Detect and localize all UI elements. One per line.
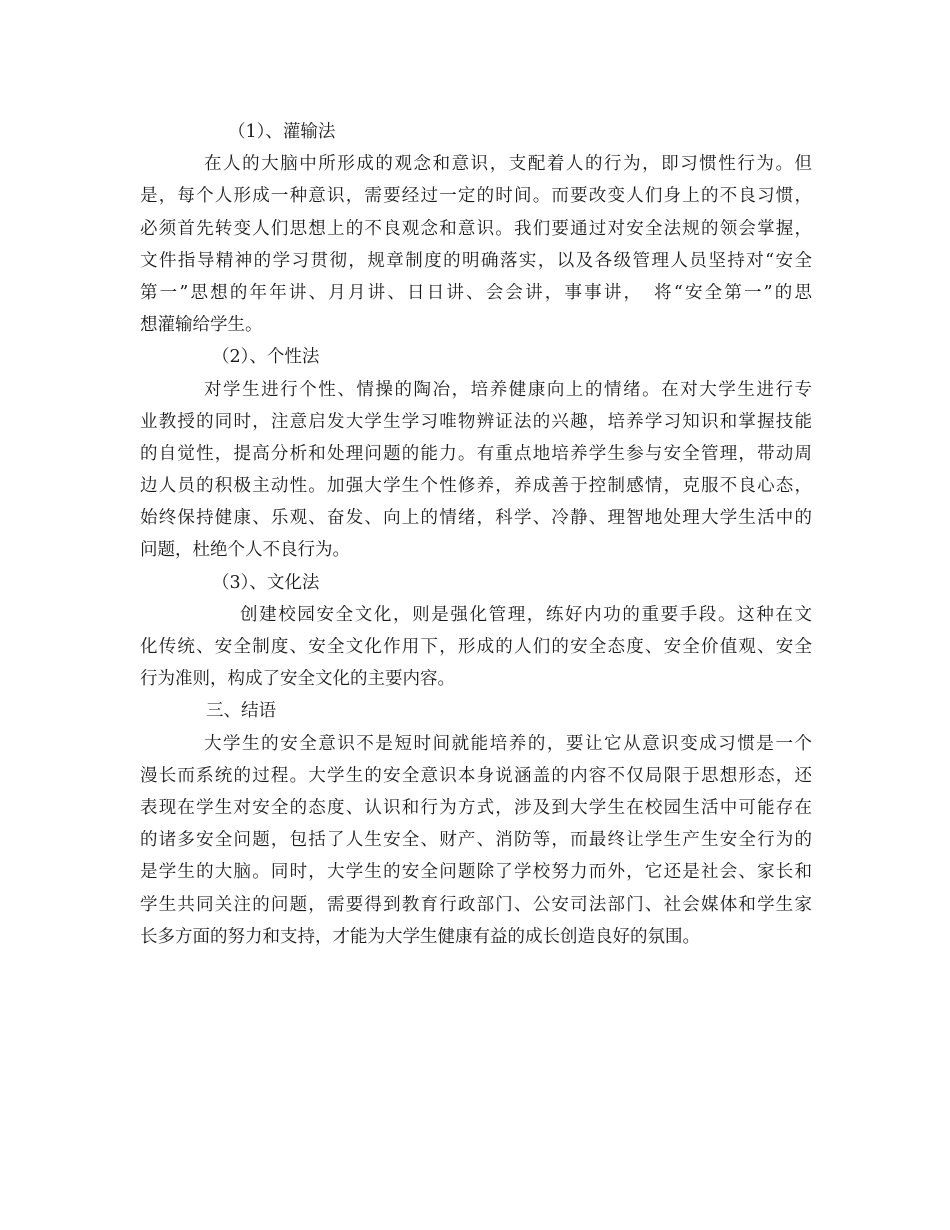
- paragraph-line: 必须首先转变人们思想上的不良观念和意识。我们要通过对安全法规的领会掌握，: [140, 218, 812, 239]
- paragraph-personality: [140, 374, 812, 567]
- section-heading-culture: （3）、文化法: [212, 572, 320, 593]
- section-heading-infusion: （1）、灌输法: [228, 122, 336, 142]
- paragraph-line: 的自觉性，提高分析和处理问题的能力。有重点地培养学生参与安全管理，带动周: [140, 443, 812, 464]
- paragraph-line: 学生共同关注的问题，需要得到教育行政部门、公安司法部门、社会媒体和学生家: [140, 894, 812, 915]
- paragraph-infusion: [140, 148, 812, 341]
- paragraph-line: 创建校园安全文化，则是强化管理，练好内功的重要手段。这种在文: [240, 604, 812, 625]
- paragraph-line: 长多方面的努力和支持，才能为大学生健康有益的成长创造良好的氛围。: [140, 926, 700, 947]
- section-heading-personality: （2）、个性法: [212, 347, 320, 368]
- paragraph-line: 化传统、安全制度、安全文化作用下，形成的人们的安全态度、安全价值观、安全: [140, 637, 812, 657]
- paragraph-line: 大学生的安全意识不是短时间就能培养的，要让它从意识变成习惯是一个: [204, 733, 812, 754]
- paragraph-line: 业教授的同时，注意启发大学生学习唯物辨证法的兴趣，培养学习知识和掌握技能: [140, 411, 812, 432]
- paragraph-line: 边人员的积极主动性。加强大学生个性修养，养成善于控制感情，克服不良心态，: [140, 476, 812, 497]
- paragraph-conclusion: [140, 728, 812, 953]
- paragraph-line: 对学生进行个性、情操的陶冶，培养健康向上的情绪。在对大学生进行专: [204, 379, 812, 400]
- paragraph-line: 第一”思想的年年讲、月月讲、日日讲、会会讲，事事讲， 将“安全第一”的思: [140, 282, 812, 303]
- document-body: [140, 116, 812, 953]
- section-heading-conclusion: 三、结语: [206, 701, 276, 722]
- paragraph-line: 想灌输给学生。: [140, 315, 263, 336]
- paragraph-line: 文件指导精神的学习贯彻，规章制度的明确落实，以及各级管理人员坚持对“安全: [140, 250, 812, 271]
- paragraph-line: 是，每个人形成一种意识，需要经过一定的时间。而要改变人们身上的不良习惯，: [140, 186, 812, 207]
- paragraph-line: 是学生的大脑。同时，大学生的安全问题除了学校努力而外，它还是社会、家长和: [140, 862, 812, 883]
- paragraph-line: 问题，杜绝个人不良行为。: [140, 540, 350, 561]
- paragraph-line: 行为准则，构成了安全文化的主要内容。: [140, 669, 455, 690]
- paragraph-culture: [140, 599, 812, 696]
- paragraph-line: 表现在学生对安全的态度、认识和行为方式，涉及到大学生在校园生活中可能存在: [140, 797, 812, 818]
- paragraph-line: 的诸多安全问题，包括了人生安全、财产、消防等，而最终让学生产生安全行为的: [140, 830, 812, 851]
- paragraph-line: 漫长而系统的过程。大学生的安全意识本身说涵盖的内容不仅局限于思想形态，还: [140, 765, 812, 786]
- paragraph-line: 在人的大脑中所形成的观念和意识，支配着人的行为，即习惯性行为。但: [204, 154, 812, 175]
- paragraph-line: 始终保持健康、乐观、奋发、向上的情绪，科学、冷静、理智地处理大学生活中的: [140, 508, 812, 529]
